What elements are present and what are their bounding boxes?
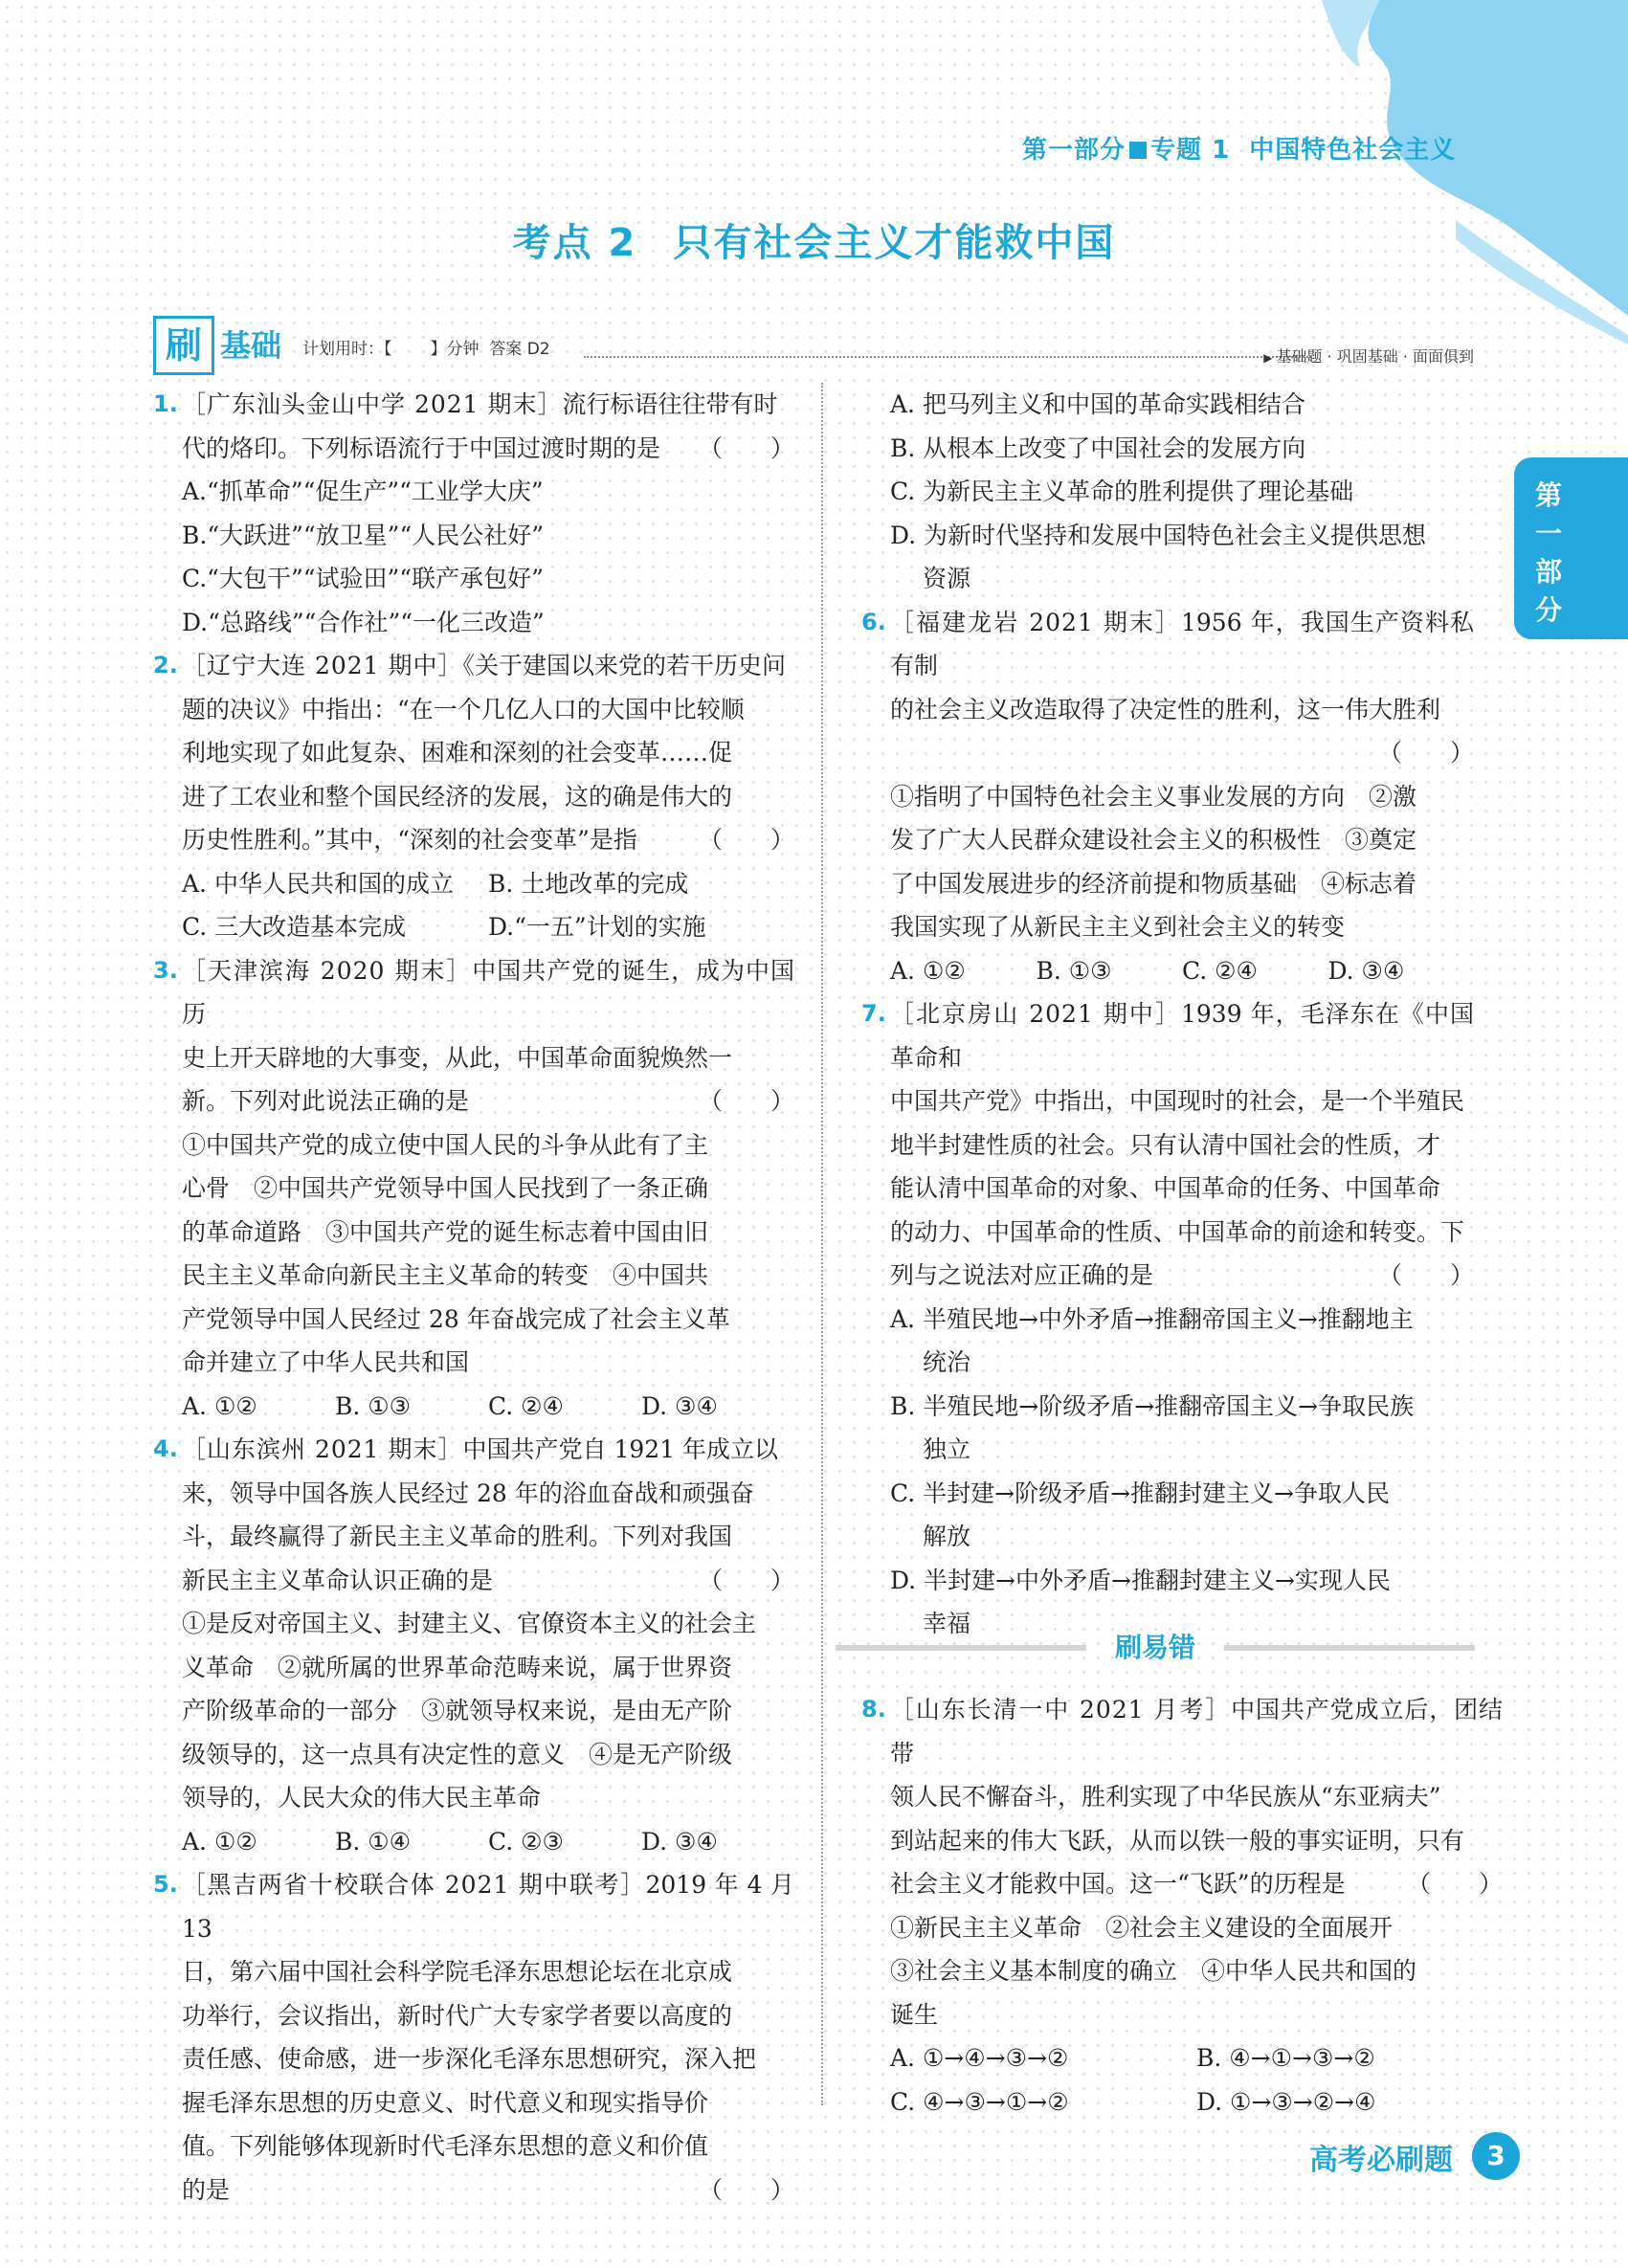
page-title-point: 考点 2 bbox=[512, 221, 637, 265]
section-tag: ▶ 基础题 · 巩固基础 · 面面俱到 bbox=[1263, 345, 1474, 367]
option-c: C. ②③ bbox=[488, 1827, 564, 1856]
option-d: D. ③④ bbox=[1327, 956, 1405, 985]
option-d: D.“一五”计划的实施 bbox=[488, 913, 706, 941]
question-stem: 中国共产党自 1921 年成立以 bbox=[462, 1435, 779, 1463]
option-d-continued: 幸福 bbox=[923, 1610, 971, 1637]
question-stem: 能认清中国革命的对象、中国革命的任务、中国革命 bbox=[890, 1174, 1441, 1202]
question-stem: 中国共产党成立后，团结带 bbox=[890, 1696, 1503, 1768]
statement-line: 级领导的，这一点具有决定性的意义 ④是无产阶级 bbox=[182, 1740, 733, 1768]
option-b: B. 土地改革的完成 bbox=[488, 869, 689, 898]
question-source: ［福建龙岩 2021 期末］ bbox=[890, 608, 1181, 636]
question-stem: 握毛泽东思想的历史意义、时代意义和现实指导价 bbox=[182, 2088, 709, 2117]
statement-line: 心骨 ②中国共产党领导中国人民找到了一条正确 bbox=[182, 1174, 709, 1202]
side-tab-part-one bbox=[1514, 457, 1628, 639]
question-stem: 历史性胜利。”其中，“深刻的社会变革”是指 bbox=[182, 826, 637, 854]
options-row bbox=[890, 2080, 1503, 2124]
side-tab-char: 部 bbox=[1534, 556, 1562, 588]
side-tab-char: 一 bbox=[1534, 518, 1562, 549]
question-stem: 代的烙印。下列标语流行于中国过渡时期的是 bbox=[182, 434, 661, 462]
statement-line: 产党领导中国人民经过 28 年奋战完成了社会主义革 bbox=[182, 1304, 730, 1333]
statement-line: ①是反对帝国主义、封建主义、官僚资本主义的社会主 bbox=[182, 1610, 757, 1637]
answer-bracket: （ ） bbox=[1377, 739, 1474, 767]
option-a: A. ①② bbox=[182, 1391, 257, 1420]
side-tab-char: 第 bbox=[1534, 479, 1562, 511]
option-c: C. 三大改造基本完成 bbox=[182, 913, 407, 941]
question-6 bbox=[861, 601, 1474, 993]
question-stem: 领人民不懈奋斗，胜利实现了中华民族从“东亚病夫” bbox=[890, 1783, 1441, 1811]
option-d: D. 半封建→中外矛盾→推翻封建主义→实现人民 bbox=[890, 1566, 1391, 1594]
header-topic: 专题 1 bbox=[1150, 136, 1231, 165]
question-8 bbox=[861, 1688, 1503, 2123]
side-tab-char: 分 bbox=[1534, 594, 1562, 626]
question-number: 7. bbox=[861, 1000, 886, 1027]
question-5-continued bbox=[861, 383, 1474, 601]
question-stem: 流行标语往往带有时 bbox=[562, 390, 778, 418]
statement-line: 了中国发展进步的经济前提和物质基础 ④标志着 bbox=[890, 869, 1417, 898]
question-number: 8. bbox=[861, 1696, 886, 1723]
options-row bbox=[182, 862, 794, 906]
option-c: C.“大包干”“试验田”“联产承包好” bbox=[182, 565, 544, 592]
options-row bbox=[182, 1820, 794, 1864]
options-row bbox=[890, 949, 1474, 993]
question-1 bbox=[153, 383, 794, 644]
section-logo: 刷 bbox=[153, 316, 214, 375]
question-source: ［黑吉两省十校联合体 2021 期中联考］ bbox=[182, 1871, 646, 1899]
question-stem: 责任感、使命感，进一步深化毛泽东思想研究，深入把 bbox=[182, 2045, 757, 2073]
option-d: D. ①→③→②→④ bbox=[1196, 2087, 1376, 2116]
question-number: 4. bbox=[153, 1435, 178, 1462]
question-number: 2. bbox=[153, 652, 178, 678]
option-d: D. ③④ bbox=[641, 1391, 718, 1420]
answer-bracket: （ ） bbox=[698, 1087, 794, 1115]
question-3 bbox=[153, 949, 794, 1429]
question-stem: 1956 年，我国生产资料私有制 bbox=[890, 608, 1474, 679]
question-stem: 中国共产党的诞生，成为中国历 bbox=[182, 956, 794, 1028]
header-topic-title: 中国特色社会主义 bbox=[1249, 136, 1457, 165]
options-row bbox=[182, 905, 794, 949]
section-bar bbox=[153, 316, 1474, 373]
option-a: A. ①→④→③→② bbox=[890, 2044, 1069, 2072]
question-stem: 来，领导中国各族人民经过 28 年的浴血奋战和顽强奋 bbox=[182, 1479, 754, 1507]
question-stem: 的是 bbox=[182, 2175, 231, 2204]
question-number: 3. bbox=[153, 956, 178, 984]
option-c: C. ④→③→①→② bbox=[890, 2087, 1069, 2116]
question-stem: 地半封建性质的社会。只有认清中国社会的性质，才 bbox=[890, 1130, 1441, 1159]
question-stem: 中国共产党》中指出，中国现时的社会，是一个半殖民 bbox=[890, 1087, 1465, 1115]
option-c-continued: 解放 bbox=[923, 1523, 971, 1550]
answer-bracket: （ ） bbox=[698, 826, 794, 854]
answer-bracket: （ ） bbox=[698, 1566, 794, 1594]
option-b: B. ①③ bbox=[1036, 956, 1112, 985]
statement-line: 民主主义革命向新民主主义革命的转变 ④中国共 bbox=[182, 1261, 709, 1289]
option-b: B. ④→①→③→② bbox=[1196, 2044, 1375, 2072]
error-section-header bbox=[836, 1627, 1475, 1665]
plan-unit: 】分钟 bbox=[430, 340, 479, 359]
header-part: 第一部分 bbox=[1022, 136, 1126, 165]
answer-bracket: （ ） bbox=[1377, 1261, 1474, 1289]
question-stem: 利地实现了如此复杂、困难和深刻的社会变革……促 bbox=[182, 739, 733, 767]
option-a: A. 把马列主义和中国的革命实践相结合 bbox=[890, 390, 1305, 418]
answer-bracket: （ ） bbox=[1406, 1870, 1503, 1898]
right-column bbox=[861, 383, 1474, 1646]
options-row bbox=[890, 2036, 1503, 2080]
question-number: 6. bbox=[861, 608, 886, 635]
option-c: C. 半封建→阶级矛盾→推翻封建主义→争取人民 bbox=[890, 1479, 1390, 1507]
question-stem: 社会主义才能救中国。这一“飞跃”的历程是 bbox=[890, 1870, 1346, 1898]
question-number: 1. bbox=[153, 390, 178, 417]
question-5 bbox=[153, 1863, 794, 2212]
header-breadcrumb bbox=[1022, 130, 1456, 166]
question-source: ［山东滨州 2021 期末］ bbox=[182, 1435, 463, 1463]
option-d-continued: 资源 bbox=[923, 565, 971, 592]
question-stem: 日，第六届中国社会科学院毛泽东思想论坛在北京成 bbox=[182, 1958, 733, 1986]
question-source: ［山东长清一中 2021 月考］ bbox=[890, 1696, 1232, 1723]
answer-bracket: （ ） bbox=[698, 2175, 794, 2204]
option-b: B. ①④ bbox=[335, 1827, 412, 1856]
question-stem: 到站起来的伟大飞跃，从而以铁一般的事实证明，只有 bbox=[890, 1826, 1465, 1855]
option-b: B. 从根本上改变了中国社会的发展方向 bbox=[890, 434, 1306, 462]
option-b: B. ①③ bbox=[335, 1391, 412, 1420]
statement-line: 命并建立了中华人民共和国 bbox=[182, 1348, 470, 1376]
brush-decoration bbox=[1264, 0, 1628, 345]
statement-line: ①中国共产党的成立使中国人民的斗争从此有了主 bbox=[182, 1130, 709, 1159]
statement-line: 产阶级革命的一部分 ③就领导权来说，是由无产阶 bbox=[182, 1697, 733, 1724]
question-source: ［天津滨海 2020 期末］ bbox=[182, 956, 473, 985]
column-divider bbox=[821, 383, 823, 2105]
left-column bbox=[153, 383, 794, 2212]
option-d: D. ③④ bbox=[641, 1827, 718, 1856]
question-stem: 2019 年 4 月 13 bbox=[182, 1871, 794, 1943]
question-2 bbox=[153, 644, 794, 949]
option-a: A.“抓革命”“促生产”“工业学大庆” bbox=[182, 478, 544, 505]
section-dotted-line bbox=[584, 356, 1311, 358]
option-a: A. ①② bbox=[182, 1827, 257, 1856]
error-section-title: 刷易错 bbox=[1114, 1632, 1195, 1663]
answer-bracket: （ ） bbox=[698, 434, 794, 462]
option-a: A. 中华人民共和国的成立 bbox=[182, 869, 454, 898]
option-a-continued: 统治 bbox=[923, 1348, 971, 1376]
question-stem: 的动力、中国革命的性质、中国革命的前途和转变。下 bbox=[890, 1217, 1465, 1246]
question-stem: 值。下列能够体现新时代毛泽东思想的意义和价值 bbox=[182, 2132, 709, 2160]
question-source: ［广东汕头金山中学 2021 期末］ bbox=[182, 390, 563, 418]
statement-line: 的革命道路 ③中国共产党的诞生标志着中国由旧 bbox=[182, 1217, 709, 1246]
question-stem: 1939 年，毛泽东在《中国革命和 bbox=[890, 1000, 1474, 1072]
options-row bbox=[182, 1385, 794, 1429]
question-source: ［辽宁大连 2021 期中］ bbox=[182, 652, 463, 679]
question-stem: 功举行，会议指出，新时代广大专家学者要以高度的 bbox=[182, 2001, 733, 2030]
page-title-text: 只有社会主义才能救中国 bbox=[673, 221, 1116, 265]
option-c: C. ②④ bbox=[1182, 956, 1258, 985]
statement-line: 发了广大人民群众建设社会主义的积极性 ③奠定 bbox=[890, 826, 1417, 854]
question-stem: 新。下列对此说法正确的是 bbox=[182, 1087, 470, 1115]
question-4 bbox=[153, 1428, 794, 1863]
answer-ref: 答案 D2 bbox=[489, 340, 550, 359]
page-number: 3 bbox=[1472, 2132, 1520, 2180]
question-stem: 题的决议》中指出：“在一个几亿人口的大国中比较顺 bbox=[182, 695, 745, 723]
option-d: D. 为新时代坚持和发展中国特色社会主义提供思想 bbox=[890, 521, 1427, 549]
option-b: B.“大跃进”“放卫星”“人民公社好” bbox=[182, 521, 545, 549]
option-d: D.“总路线”“合作社”“一化三改造” bbox=[182, 608, 545, 636]
statement-line: ③社会主义基本制度的确立 ④中华人民共和国的 bbox=[890, 1957, 1417, 1985]
question-7 bbox=[861, 992, 1474, 1646]
square-icon bbox=[1129, 142, 1147, 159]
question-stem: 新民主主义革命认识正确的是 bbox=[182, 1566, 494, 1594]
question-number: 5. bbox=[153, 1871, 178, 1898]
option-a: A. ①② bbox=[890, 956, 966, 985]
statement-line: ①新民主主义革命 ②社会主义建设的全面展开 bbox=[890, 1913, 1394, 1942]
question-stem: 列与之说法对应正确的是 bbox=[890, 1261, 1154, 1289]
statement-line: ①指明了中国特色社会主义事业发展的方向 ②激 bbox=[890, 782, 1417, 811]
question-stem: 史上开天辟地的大事变，从此，中国革命面貌焕然一 bbox=[182, 1043, 733, 1072]
option-a: A. 半殖民地→中外矛盾→推翻帝国主义→推翻地主 bbox=[890, 1304, 1414, 1333]
section-logo-text: 基础 bbox=[220, 327, 282, 364]
statement-line: 领导的，人民大众的伟大民主革命 bbox=[182, 1784, 542, 1812]
question-stem: 的社会主义改造取得了决定性的胜利，这一伟大胜利 bbox=[890, 695, 1441, 723]
statement-line: 义革命 ②就所属的世界革命范畴来说，属于世界资 bbox=[182, 1653, 733, 1681]
option-b-continued: 独立 bbox=[923, 1435, 971, 1463]
question-stem: 进了工农业和整个国民经济的发展，这的确是伟大的 bbox=[182, 782, 733, 811]
statement-line: 诞生 bbox=[890, 2000, 939, 2029]
option-c: C. 为新民主主义革命的胜利提供了理论基础 bbox=[890, 478, 1354, 505]
question-stem: 《关于建国以来党的若干历史问 bbox=[462, 652, 787, 679]
question-stem: 斗，最终赢得了新民主主义革命的胜利。下列对我国 bbox=[182, 1523, 733, 1550]
statement-line: 我国实现了从新民主主义到社会主义的转变 bbox=[890, 913, 1346, 941]
option-b: B. 半殖民地→阶级矛盾→推翻帝国主义→争取民族 bbox=[890, 1391, 1415, 1420]
footer-label: 高考必刷题 bbox=[1309, 2144, 1453, 2177]
question-source: ［北京房山 2021 期中］ bbox=[890, 1000, 1181, 1028]
option-c: C. ②④ bbox=[488, 1391, 564, 1420]
page-title bbox=[0, 212, 1628, 267]
plan-time bbox=[302, 335, 550, 359]
plan-label: 计划用时：【 bbox=[302, 340, 392, 359]
